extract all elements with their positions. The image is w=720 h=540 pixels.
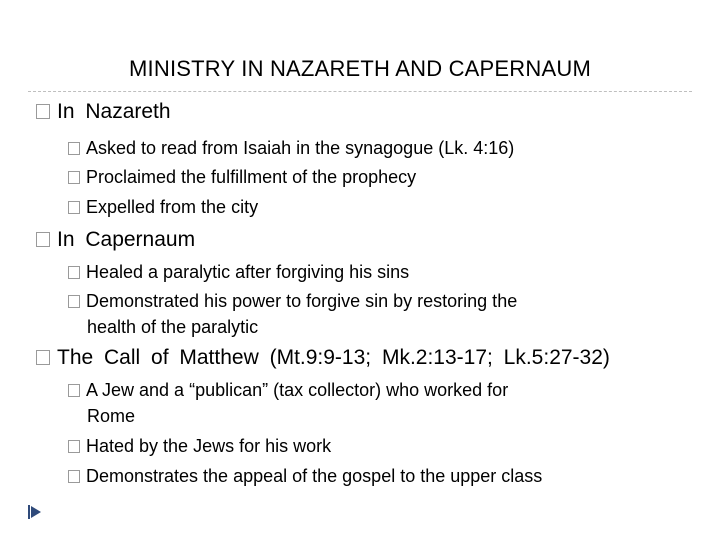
- list-item: Proclaimed the fulfillment of the prophecy: [68, 165, 416, 190]
- list-item-continuation: health of the paralytic: [87, 317, 259, 337]
- bullet-icon: [68, 171, 80, 184]
- list-item: Demonstrates the appeal of the gospel to the upper class: [68, 464, 542, 489]
- title-divider: [28, 91, 692, 92]
- bullet-icon: [68, 440, 80, 453]
- section-heading-nazareth: In Nazareth: [36, 100, 171, 124]
- list-item: Demonstrated his power to forgive sin by restoring the: [68, 289, 517, 314]
- section-heading-call-of-matthew: The Call of Matthew (Mt.9:9-13; Mk.2:13-17; Lk.5:27-32): [36, 346, 610, 370]
- list-item: Asked to read from Isaiah in the synagogue (Lk. 4:16): [68, 136, 514, 161]
- bullet-icon: [36, 350, 50, 365]
- nav-arrow-icon[interactable]: [26, 503, 44, 521]
- bullet-icon: [36, 232, 50, 247]
- section-heading-capernaum: In Capernaum: [36, 228, 195, 252]
- list-item: Hated by the Jews for his work: [68, 434, 331, 459]
- list-item-continuation: Rome: [87, 406, 136, 426]
- bullet-icon: [68, 295, 80, 308]
- list-item: A Jew and a “publican” (tax collector) who worked for: [68, 378, 508, 403]
- list-item: Healed a paralytic after forgiving his sins: [68, 260, 409, 285]
- slide-title: MINISTRY IN NAZARETH AND CAPERNAUM: [129, 56, 591, 81]
- bullet-icon: [68, 201, 80, 214]
- bullet-icon: [68, 142, 80, 155]
- bullet-icon: [68, 384, 80, 397]
- bullet-icon: [36, 104, 50, 119]
- list-item: Expelled from the city: [68, 195, 258, 220]
- bullet-icon: [68, 470, 80, 483]
- bullet-icon: [68, 266, 80, 279]
